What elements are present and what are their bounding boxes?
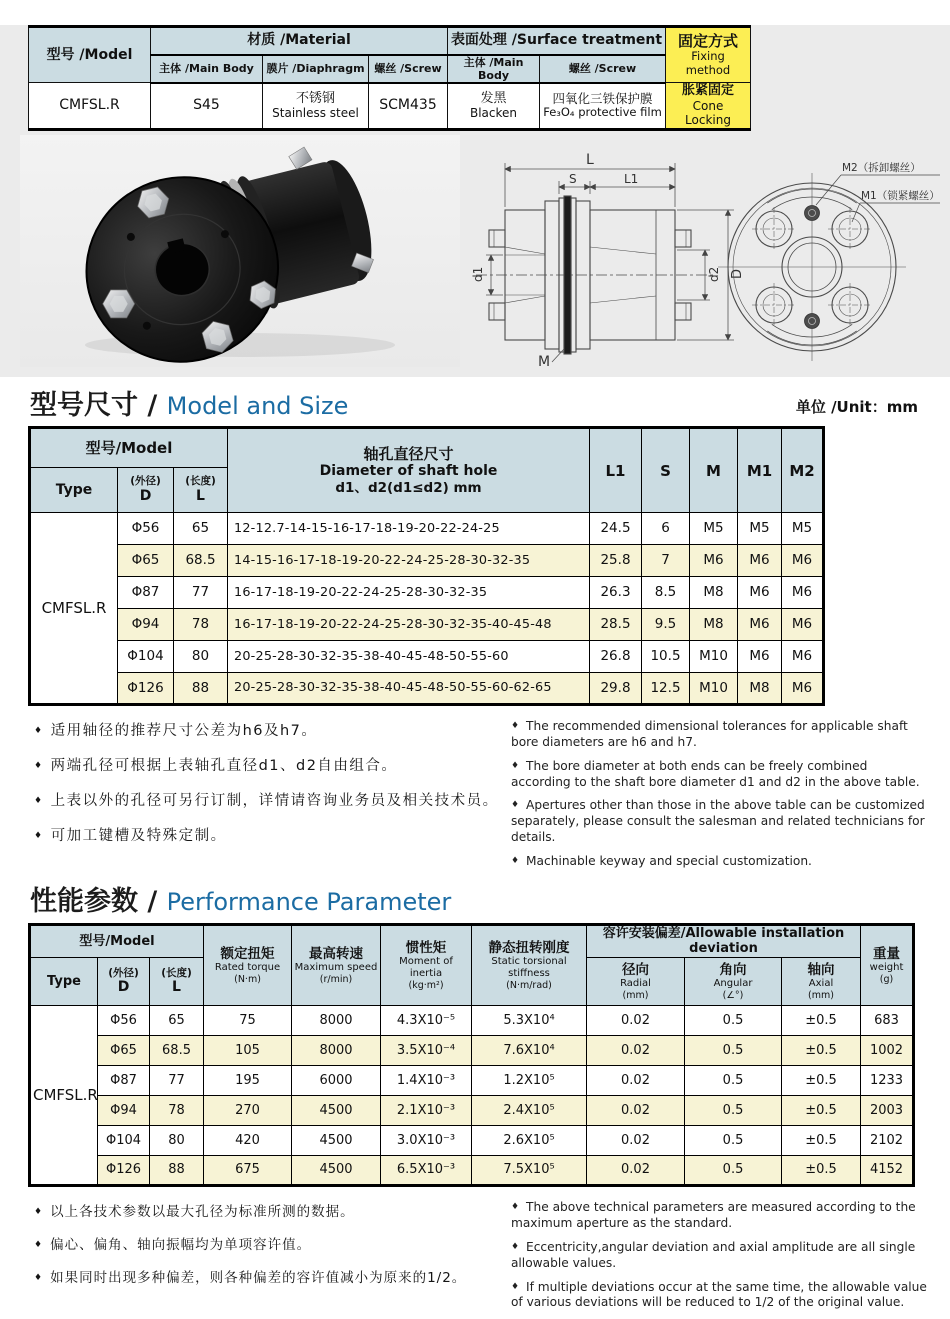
spec-header-surface: 表面处理 /Surface treatment [448, 27, 666, 55]
inertia-en: Moment of inertia [399, 955, 453, 979]
col-l1: 26.8 [590, 641, 642, 673]
perf-row [30, 1126, 914, 1156]
fixing-label-en: Fixing method [685, 49, 731, 78]
col-m2: M6 [782, 577, 824, 609]
col-m: M8 [690, 609, 738, 641]
size-row [30, 673, 824, 705]
col-weight: 2102 [861, 1126, 914, 1156]
unit-label: 单位 /Unit：mm [795, 398, 918, 416]
note-item [511, 719, 930, 751]
perf-notes [34, 1200, 930, 1319]
size-row [30, 513, 824, 545]
size-notes-en [511, 719, 930, 878]
col-torque: 420 [204, 1126, 292, 1156]
d-label: D [139, 487, 152, 504]
spec-header-model: 型号 /Model [29, 27, 151, 83]
diaphragm-cn: 不锈钢 [295, 90, 335, 106]
col-torque: 75 [204, 1006, 292, 1036]
col-stiffness: 7.5X10⁵ [472, 1156, 587, 1186]
col-angular: 0.5 [685, 1096, 782, 1126]
fixing-label-cn: 固定方式 [677, 32, 738, 51]
col-holes: 16-17-18-19-20-22-24-25-28-30-32-35-40-45-48 [228, 609, 590, 641]
surface-screw-en: Fe₃O₄ protective film [543, 105, 662, 120]
note-item [34, 824, 501, 845]
col-l: 68.5 [150, 1036, 204, 1066]
spec-model-value: CMFSL.R [29, 83, 151, 129]
size-header-l1: L1 [590, 428, 642, 513]
note-text: If multiple deviations occur at the same time, the allowable value of various deviations will be reduced to 1/2 of the original value. [510, 1279, 927, 1310]
note-text: 可加工键槽及特殊定制。 [50, 828, 227, 844]
surface-body-en: Blacken [469, 106, 518, 121]
perf-section-title [30, 885, 452, 917]
col-axial: ±0.5 [782, 1006, 861, 1036]
hole-header-range: d1、d2(d1≤d2) mm [335, 479, 482, 496]
col-stiffness: 5.3X10⁴ [472, 1006, 587, 1036]
perf-header-speed [292, 924, 381, 1005]
note-text: 两端孔径可根据上表轴孔直径d1、d2自由组合。 [50, 758, 398, 774]
bullet-icon: ♦ [510, 856, 520, 867]
col-radial: 0.02 [587, 1036, 685, 1066]
speed-en: Maximum speed [294, 961, 378, 973]
col-m1: M6 [738, 577, 782, 609]
note-text: 如果同时出现多种偏差，则各种偏差的容许值减小为原来的1/2。 [50, 1270, 467, 1287]
side-view-drawing [476, 196, 714, 354]
col-inertia: 4.3X10⁻⁵ [381, 1006, 472, 1036]
bullet-icon: ♦ [34, 831, 44, 841]
perf-section-header [30, 885, 918, 917]
col-l: 88 [174, 673, 228, 705]
inertia-cn: 惯性矩 [405, 939, 447, 956]
col-axial: ±0.5 [782, 1126, 861, 1156]
col-l: 77 [150, 1066, 204, 1096]
bullet-icon: ♦ [34, 1207, 44, 1218]
col-d: Φ94 [118, 609, 174, 641]
col-l: 77 [174, 577, 228, 609]
note-item [34, 719, 501, 740]
radial-unit: (mm) [622, 989, 649, 1001]
spec-subheader-surface-screw: 螺丝 /Screw [540, 55, 666, 83]
d-note: (外径) [108, 966, 139, 979]
col-m2: M6 [782, 673, 824, 705]
col-axial: ±0.5 [782, 1156, 861, 1186]
spec-header-material: 材质 /Material [151, 27, 448, 55]
col-l: 80 [174, 641, 228, 673]
m2-callout-label: M2（拆卸螺丝） [842, 161, 921, 174]
spec-subheader-surface-body: 主体 /Main Body [448, 55, 540, 83]
col-weight: 1002 [861, 1036, 914, 1066]
size-row [30, 545, 824, 577]
torque-cn: 额定扭矩 [220, 945, 275, 962]
col-m2: M6 [782, 545, 824, 577]
col-l1: 29.8 [590, 673, 642, 705]
product-band [0, 131, 950, 370]
col-d: Φ104 [98, 1126, 150, 1156]
note-text: The recommended dimensional tolerances for applicable shaft bore diameters are h6 and h7. [510, 719, 908, 749]
dim-label-S: S [569, 171, 577, 186]
col-torque: 195 [204, 1066, 292, 1096]
note-item [34, 1200, 501, 1220]
col-m1: M6 [738, 641, 782, 673]
col-radial: 0.02 [587, 1066, 685, 1096]
dim-label-L: L [586, 151, 594, 168]
fixing-cn: 胀紧固定 [681, 83, 734, 99]
perf-row [30, 1066, 914, 1096]
bullet-icon: ♦ [34, 1240, 44, 1251]
size-table [28, 426, 825, 706]
hole-header-cn: 轴孔直径尺寸 [363, 445, 454, 463]
col-m2: M6 [782, 641, 824, 673]
m1-callout-label: M1（锁紧螺丝） [861, 189, 940, 202]
col-d: Φ56 [98, 1006, 150, 1036]
axial-unit: (mm) [808, 989, 834, 1001]
fixing-en: Cone Locking [685, 98, 731, 128]
col-angular: 0.5 [685, 1156, 782, 1186]
col-inertia: 6.5X10⁻³ [381, 1156, 472, 1186]
perf-row [30, 1006, 914, 1036]
col-s: 12.5 [642, 673, 690, 705]
spec-subheader-diaphragm: 膜片 /Diaphragm [263, 55, 369, 83]
col-torque: 675 [204, 1156, 292, 1186]
col-weight: 4152 [861, 1156, 914, 1186]
speed-cn: 最高转速 [309, 945, 364, 962]
axial-en: Axial [808, 977, 834, 989]
col-inertia: 3.5X10⁻⁴ [381, 1036, 472, 1066]
col-m: M6 [690, 545, 738, 577]
size-section-title [30, 392, 348, 419]
size-notes-cn [34, 719, 501, 878]
d-label: D [117, 979, 130, 996]
col-m1: M8 [738, 673, 782, 705]
surface-screw-cn: 四氧化三铁保护膜 [552, 91, 653, 107]
size-title-cn: 型号尺寸 / [30, 390, 167, 421]
note-text: The above technical parameters are measured according to the maximum aperture as the standard. [510, 1200, 916, 1230]
d-note: (外径) [130, 475, 161, 488]
col-holes: 20-25-28-30-32-35-38-40-45-48-50-55-60 [228, 641, 590, 673]
top-band [0, 25, 950, 377]
col-weight: 2003 [861, 1096, 914, 1126]
torque-unit: (N·m) [234, 973, 261, 985]
perf-header-deviation: 容许安装偏差/Allowable installation deviation [587, 924, 861, 957]
perf-header-inertia [381, 924, 472, 1005]
dim-label-D: D [730, 268, 745, 279]
col-m1: M6 [738, 609, 782, 641]
note-text: The bore diameter at both ends can be freely combined according to the shaft bore diameter d1 and d2 in the above table. [510, 758, 920, 789]
col-radial: 0.02 [587, 1156, 685, 1186]
size-header-s: S [642, 428, 690, 513]
bullet-icon: ♦ [34, 796, 44, 806]
perf-row [30, 1156, 914, 1186]
col-l: 78 [174, 609, 228, 641]
size-header-m: M [690, 428, 738, 513]
col-s: 6 [642, 513, 690, 545]
perf-header-model: 型号/Model [30, 924, 204, 957]
note-item [34, 1266, 501, 1286]
col-l: 80 [150, 1126, 204, 1156]
weight-cn: 重量 [873, 945, 901, 962]
col-weight: 1233 [861, 1066, 914, 1096]
col-l: 65 [150, 1006, 204, 1036]
spec-subheader-main-body: 主体 /Main Body [151, 55, 263, 83]
col-torque: 105 [204, 1036, 292, 1066]
dim-label-M: M [538, 353, 551, 370]
col-stiffness: 2.6X10⁵ [472, 1126, 587, 1156]
note-text: Eccentricity,angular deviation and axial amplitude are all single allowable values. [510, 1239, 916, 1270]
l-label: L [172, 979, 181, 996]
bullet-icon: ♦ [34, 1273, 44, 1284]
size-section-header [30, 392, 918, 419]
size-row [30, 609, 824, 641]
col-holes: 14-15-16-17-18-19-20-22-24-25-28-30-32-35 [228, 545, 590, 577]
perf-header-l [150, 958, 204, 1006]
l-label: L [196, 487, 205, 504]
weight-unit: (g) [879, 973, 894, 985]
note-item [511, 1200, 930, 1232]
size-header-l [174, 468, 228, 513]
note-item [34, 789, 501, 810]
angular-unit: (∠°) [722, 989, 744, 1001]
size-notes [34, 719, 930, 878]
col-speed: 8000 [292, 1036, 381, 1066]
col-l1: 25.8 [590, 545, 642, 577]
axial-cn: 轴向 [807, 961, 835, 978]
size-header-d [118, 468, 174, 513]
dim-label-L1: L1 [624, 171, 639, 186]
col-m: M10 [690, 673, 738, 705]
col-speed: 4500 [292, 1126, 381, 1156]
size-header-m2: M2 [782, 428, 824, 513]
col-angular: 0.5 [685, 1126, 782, 1156]
bullet-icon: ♦ [510, 1241, 520, 1252]
col-s: 10.5 [642, 641, 690, 673]
col-holes: 20-25-28-30-32-35-38-40-45-48-50-55-60-62-65 [228, 673, 590, 705]
weight-en: weight [869, 961, 904, 973]
col-stiffness: 1.2X10⁵ [472, 1066, 587, 1096]
perf-row [30, 1096, 914, 1126]
bullet-icon: ♦ [34, 761, 44, 771]
size-title-en: Model and Size [166, 392, 349, 420]
col-l1: 28.5 [590, 609, 642, 641]
col-m2: M5 [782, 513, 824, 545]
perf-table [28, 923, 915, 1187]
surface-body-cn: 发黑 [480, 90, 507, 106]
technical-drawing [460, 135, 940, 370]
bullet-icon: ♦ [510, 1202, 520, 1213]
angular-cn: 角向 [719, 961, 747, 978]
col-m: M5 [690, 513, 738, 545]
col-l: 65 [174, 513, 228, 545]
bullet-icon: ♦ [510, 1281, 520, 1292]
size-header-model: 型号/Model [30, 428, 228, 468]
col-m1: M6 [738, 545, 782, 577]
size-header-type: Type [30, 468, 118, 513]
size-row [30, 577, 824, 609]
col-d: Φ87 [98, 1066, 150, 1096]
perf-header-type: Type [30, 958, 98, 1006]
col-radial: 0.02 [587, 1096, 685, 1126]
bullet-icon: ♦ [510, 800, 520, 811]
spec-screw-value: SCM435 [369, 83, 448, 129]
perf-notes-cn [34, 1200, 501, 1319]
col-weight: 683 [861, 1006, 914, 1036]
col-speed: 6000 [292, 1066, 381, 1096]
col-torque: 270 [204, 1096, 292, 1126]
note-item [34, 754, 501, 775]
col-axial: ±0.5 [782, 1096, 861, 1126]
col-radial: 0.02 [587, 1126, 685, 1156]
spec-table [28, 25, 751, 131]
stiffness-unit: (N·m/rad) [506, 979, 552, 991]
col-d: Φ94 [98, 1096, 150, 1126]
inertia-unit: (kg·m²) [408, 979, 444, 991]
col-inertia: 1.4X10⁻³ [381, 1066, 472, 1096]
col-d: Φ56 [118, 513, 174, 545]
col-radial: 0.02 [587, 1006, 685, 1036]
col-d: Φ65 [98, 1036, 150, 1066]
col-axial: ±0.5 [782, 1036, 861, 1066]
col-m: M8 [690, 577, 738, 609]
radial-en: Radial [620, 977, 651, 989]
stiffness-en: Static torsional stiffness [491, 955, 567, 979]
speed-unit: (r/min) [319, 973, 353, 985]
col-s: 7 [642, 545, 690, 577]
perf-header-radial [587, 958, 685, 1006]
size-type-value: CMFSL.R [30, 513, 118, 705]
angular-en: Angular [713, 977, 753, 989]
col-l1: 24.5 [590, 513, 642, 545]
col-stiffness: 2.4X10⁵ [472, 1096, 587, 1126]
col-d: Φ104 [118, 641, 174, 673]
dim-label-d1: d1 [471, 266, 485, 282]
perf-title-cn: 性能参数 / [30, 885, 167, 917]
col-m: M10 [690, 641, 738, 673]
col-angular: 0.5 [685, 1066, 782, 1096]
spec-diaphragm-value [263, 83, 369, 129]
col-d: Φ126 [98, 1156, 150, 1186]
col-l: 88 [150, 1156, 204, 1186]
col-s: 9.5 [642, 609, 690, 641]
note-item [511, 1280, 930, 1312]
col-l: 78 [150, 1096, 204, 1126]
diaphragm-en: Stainless steel [272, 106, 359, 121]
coupling-product-photo [20, 135, 460, 367]
l-note: (长度) [161, 966, 192, 979]
col-speed: 4500 [292, 1156, 381, 1186]
note-text: Apertures other than those in the above table can be customized separately, please consult the salesman and related technicians for details. [510, 798, 925, 845]
perf-type-value: CMFSL.R [30, 1006, 98, 1186]
col-d: Φ126 [118, 673, 174, 705]
col-d: Φ65 [118, 545, 174, 577]
col-inertia: 3.0X10⁻³ [381, 1126, 472, 1156]
l-note: (长度) [185, 475, 216, 488]
perf-row [30, 1036, 914, 1066]
col-speed: 8000 [292, 1006, 381, 1036]
perf-header-weight [861, 924, 914, 1005]
perf-header-stiffness [472, 924, 587, 1005]
col-angular: 0.5 [685, 1036, 782, 1066]
col-d: Φ87 [118, 577, 174, 609]
radial-cn: 径向 [622, 961, 650, 978]
perf-title-en: Performance Parameter [166, 887, 452, 916]
note-item [511, 854, 930, 870]
col-l: 68.5 [174, 545, 228, 577]
spec-surface-body-value [448, 83, 540, 129]
col-m2: M6 [782, 609, 824, 641]
col-stiffness: 7.6X10⁴ [472, 1036, 587, 1066]
note-text: 以上各技术参数以最大孔径为标准所测的数据。 [50, 1204, 355, 1221]
datasheet-page [0, 25, 950, 1310]
perf-header-d [98, 958, 150, 1006]
col-angular: 0.5 [685, 1006, 782, 1036]
note-text: Machinable keyway and special customization. [526, 854, 812, 869]
note-text: 上表以外的孔径可另行订制，详情请咨询业务员及相关技术员。 [50, 793, 499, 809]
hole-header-en: Diameter of shaft hole [319, 463, 498, 479]
spec-main-body-value: S45 [151, 83, 263, 129]
size-header-hole [228, 428, 590, 513]
col-holes: 16-17-18-19-20-22-24-25-28-30-32-35 [228, 577, 590, 609]
size-header-m1: M1 [738, 428, 782, 513]
perf-header-axial [782, 958, 861, 1006]
size-row [30, 641, 824, 673]
stiffness-cn: 静态扭转刚度 [488, 939, 570, 956]
perf-header-torque [204, 924, 292, 1005]
spec-subheader-screw: 螺丝 /Screw [369, 55, 448, 83]
note-item [34, 1233, 501, 1253]
col-s: 8.5 [642, 577, 690, 609]
bullet-icon: ♦ [34, 726, 44, 736]
note-text: 偏心、偏角、轴向振幅均为单项容许值。 [50, 1237, 312, 1254]
note-item [511, 798, 930, 846]
col-l1: 26.3 [590, 577, 642, 609]
col-m1: M5 [738, 513, 782, 545]
spec-header-fixing [666, 27, 751, 83]
col-holes: 12-12.7-14-15-16-17-18-19-20-22-24-25 [228, 513, 590, 545]
torque-en: Rated torque [214, 961, 281, 973]
bullet-icon: ♦ [510, 721, 520, 731]
perf-notes-en [511, 1200, 930, 1319]
col-axial: ±0.5 [782, 1066, 861, 1096]
bullet-icon: ♦ [510, 760, 520, 771]
perf-header-angular [685, 958, 782, 1006]
dim-label-d2: d2 [707, 266, 721, 282]
spec-surface-screw-value [540, 83, 666, 129]
col-speed: 4500 [292, 1096, 381, 1126]
note-item [511, 759, 930, 791]
spec-fixing-value [666, 83, 751, 129]
dimension-lines [486, 163, 734, 362]
note-text: 适用轴径的推荐尺寸公差为h6及h7。 [50, 723, 318, 739]
note-item [511, 1240, 930, 1272]
col-inertia: 2.1X10⁻³ [381, 1096, 472, 1126]
